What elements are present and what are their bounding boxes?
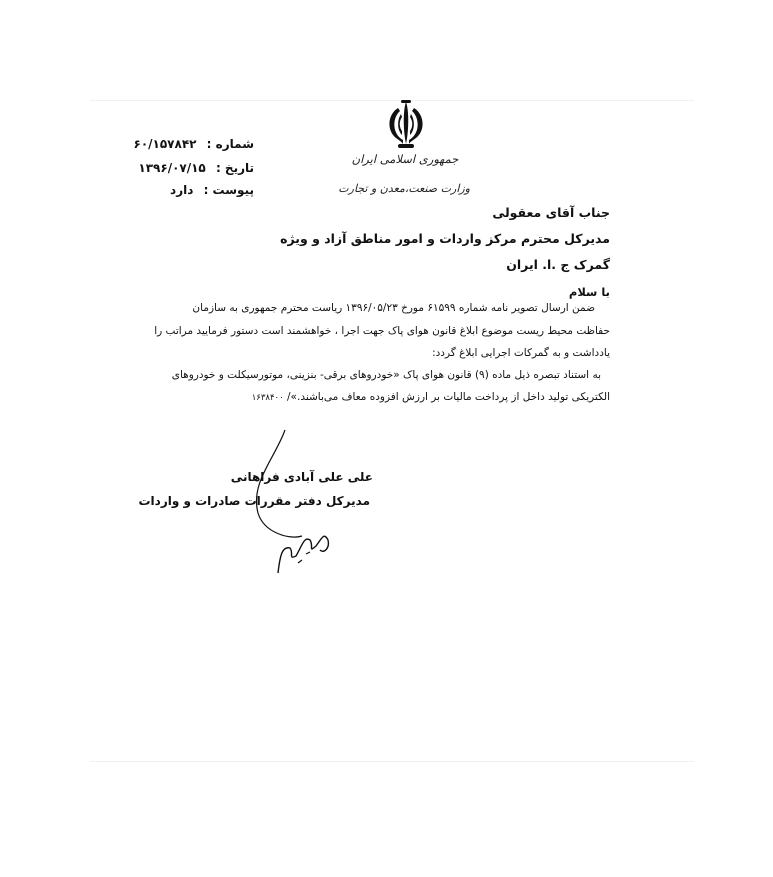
body-line-1: ضمن ارسال تصویر نامه شماره ۶۱۵۹۹ مورخ ۱۳۹۶/۰۵/۲۳ ریاست محترم جمهوری به سازمان [192, 302, 595, 314]
reference-number: ۱۶۳۸۴۰۰ [251, 393, 284, 403]
greeting: با سلام [568, 285, 610, 299]
number-value: ۶۰/۱۵۷۸۴۲ [133, 137, 197, 151]
date-value: ۱۳۹۶/۰۷/۱۵ [138, 161, 206, 175]
addressee-line-1: جناب آقای معقولی [492, 205, 610, 220]
page-border [90, 100, 694, 762]
attachment-label: پیوست : [203, 183, 254, 197]
letter-attachment [170, 183, 254, 197]
ministry-title: وزارت صنعت،معدن و تجارت [338, 182, 470, 195]
body-line-5 [252, 391, 610, 403]
body-line-4: به استناد تبصره ذیل ماده (۹) قانون هوای پاک «خودروهای برقی- بنزینی، موتورسیکلت و خودروهای [171, 369, 601, 381]
letter-date [138, 161, 254, 175]
republic-title: جمهوری اسلامی ایران [351, 152, 459, 166]
body-line-5-text: الکتریکی تولید داخل از پرداخت مالیات بر ارزش افزوده معاف می‌باشند.»/ [287, 391, 610, 403]
number-label: شماره : [206, 137, 254, 151]
addressee-line-2: مدیرکل محترم مرکز واردات و امور مناطق آزاد و ویژه [280, 231, 610, 246]
iran-emblem-icon [380, 100, 432, 150]
body-line-2: حفاظت محیط ریست موضوع ابلاغ قانون هوای پاک جهت اجرا ، خواهشمند است دستور فرمایید مراتب را [154, 325, 610, 337]
body-line-3: یادداشت و به گمرکات اجرایی ابلاغ گردد: [432, 347, 610, 359]
attachment-value: دارد [170, 183, 194, 197]
date-label: تاریخ : [215, 161, 254, 175]
signatory-name: علی علی آبادی فراهانی [230, 470, 373, 484]
signatory-title: مدیرکل دفتر مقررات صادرات و واردات [138, 494, 370, 508]
letter-number [134, 137, 255, 151]
addressee-line-3: گمرک ج .ا. ایران [506, 257, 610, 272]
